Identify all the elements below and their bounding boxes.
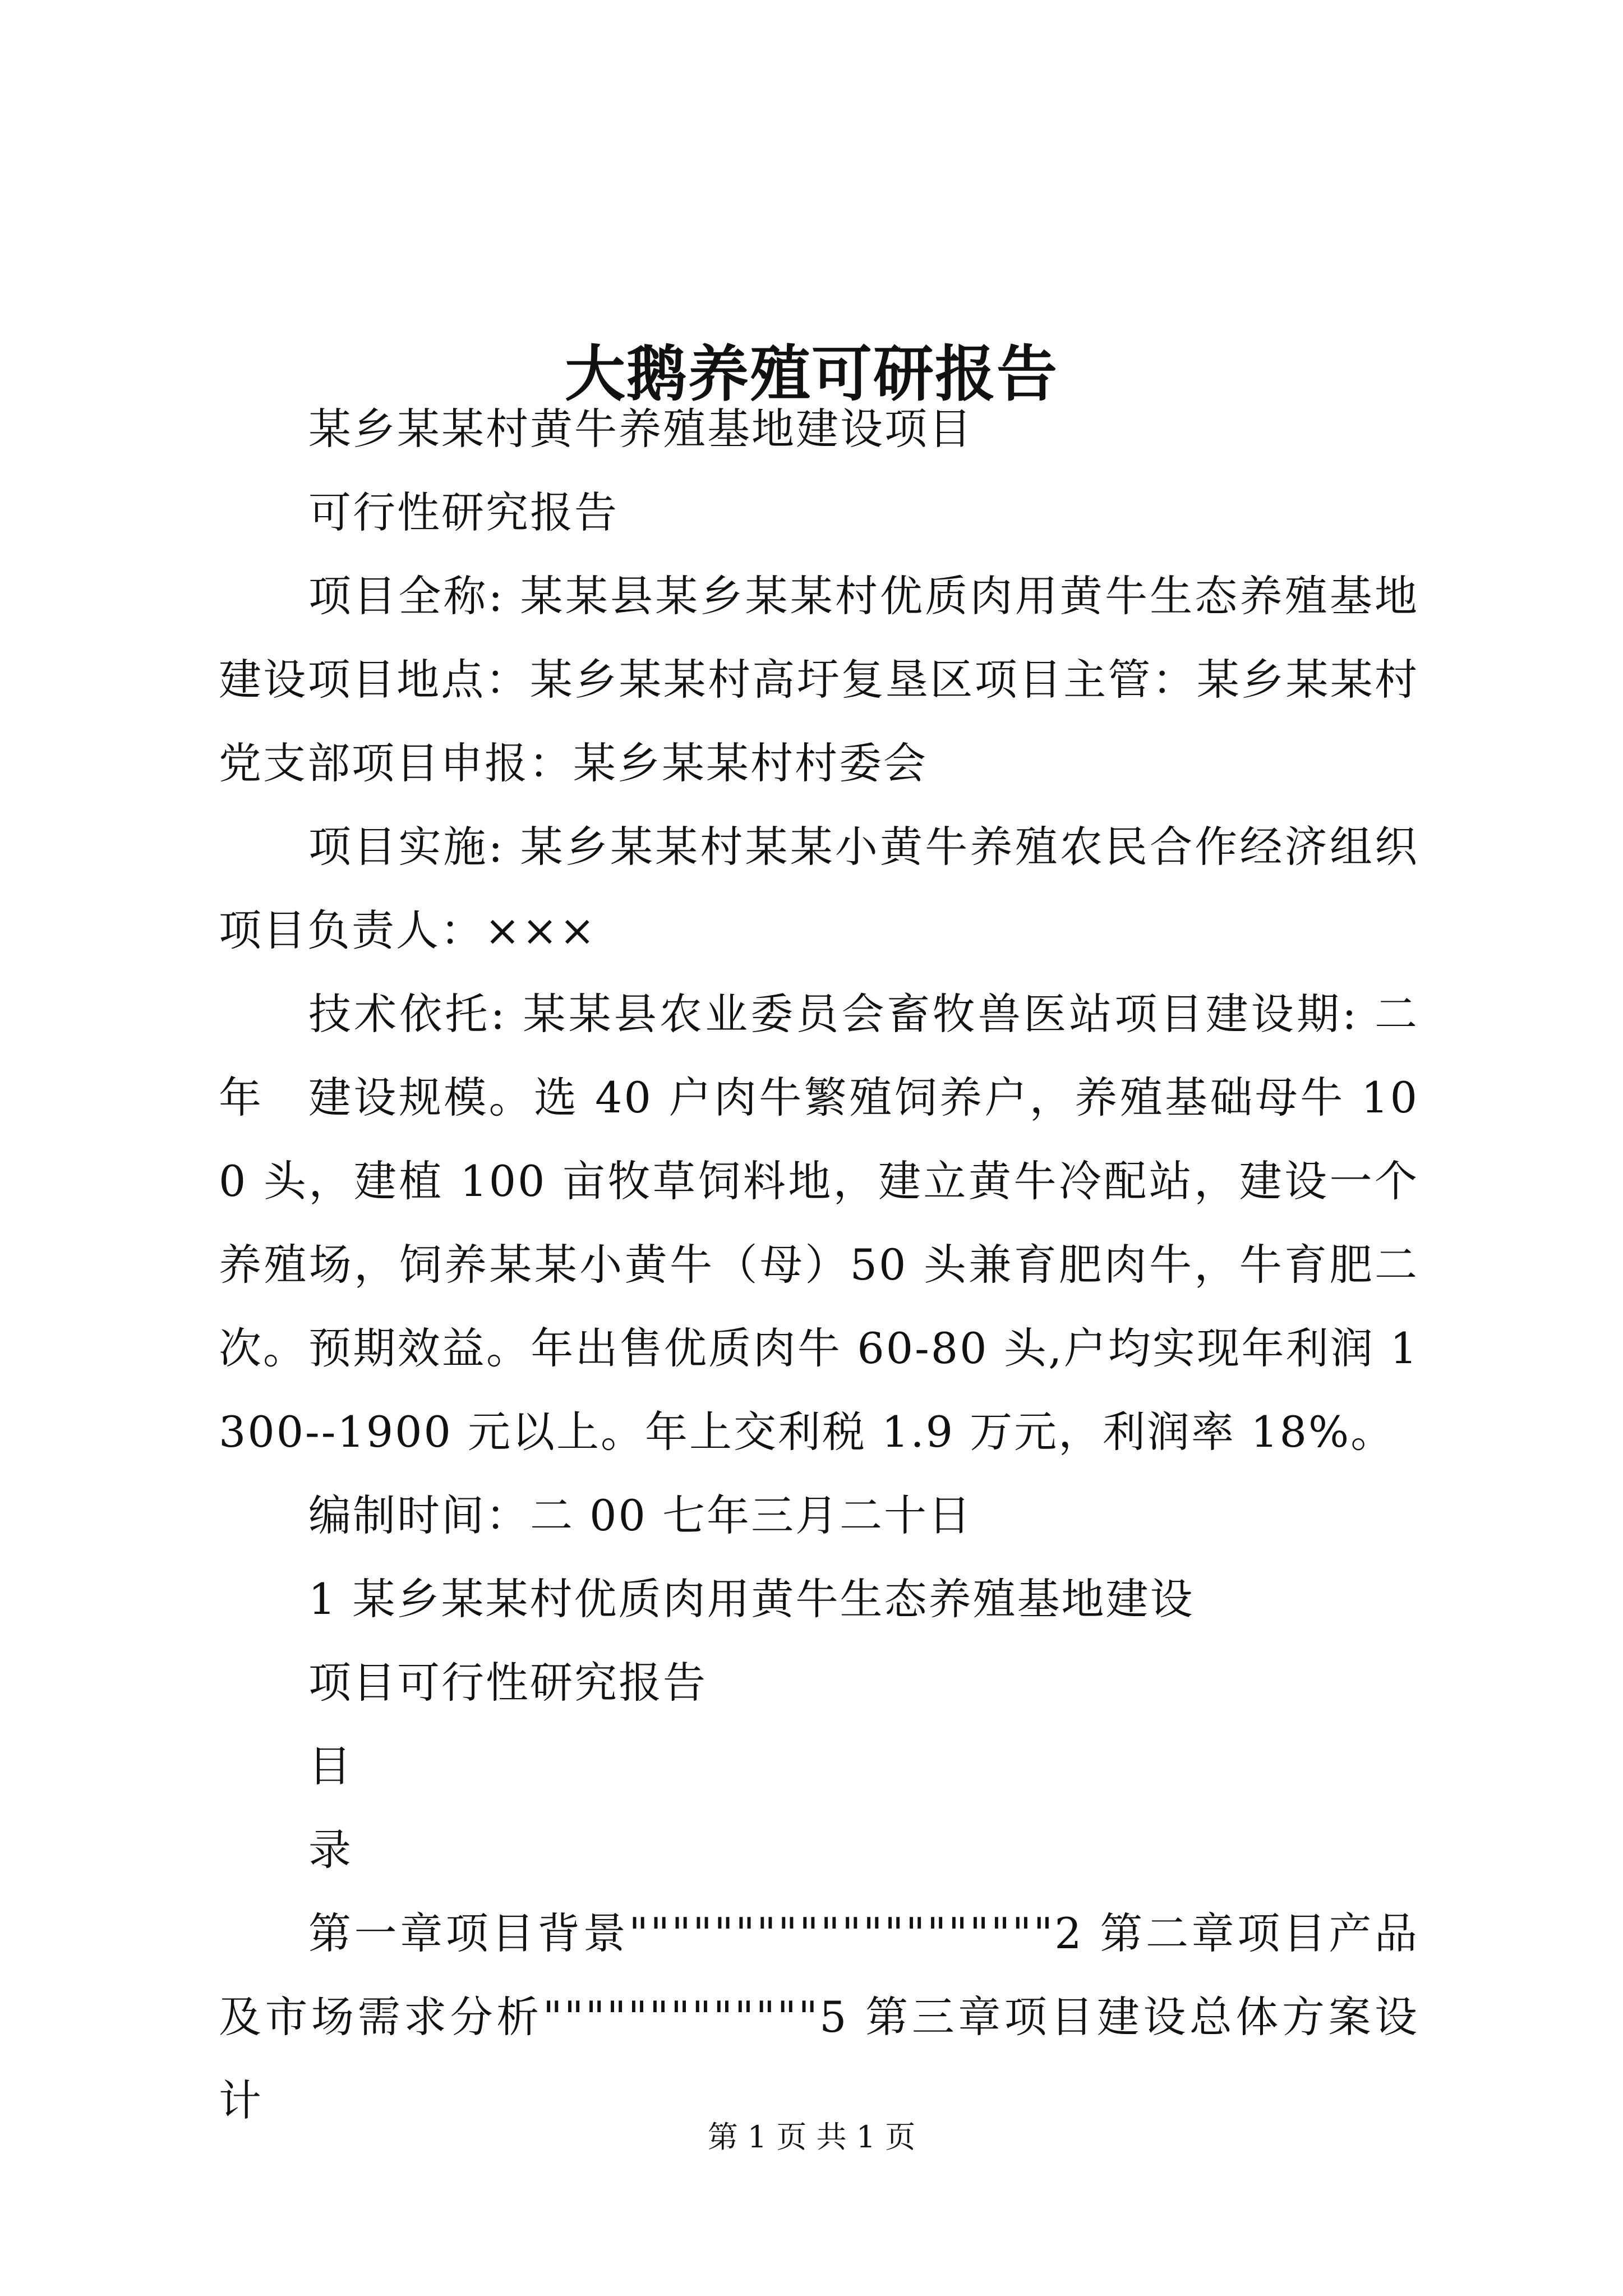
document-title: 大鹅养殖可研报告 [564,339,1058,410]
paragraph-project-fullname: 项目全称: 某某县某乡某某村优质肉用黄牛生态养殖基地建设项目地点：某乡某某村高圩复垦区项目主管：某乡某某村党支部项目申报：某乡某某村村委会 [219,571,1419,788]
paragraph-compile-date: 编制时间：二 00 七年三月二十日 [308,1490,973,1540]
paragraph-expected-benefit: 预期效益。年出售优质肉牛 60-80 头,户均实现年利润 1300--1900 元以上。年上交利税 1.9 万元，利润率 18%。 [219,1323,1419,1457]
paragraph-project-name: 某乡某某村黄牛养殖基地建设项目 [308,404,973,454]
paragraph-construction-scale: 建设规模。选 40 户肉牛繁殖饲养户，养殖基础母牛 100 头，建植 100 亩牧草饲料地，建立黄牛冷配站，建设一个养殖场，饲养某某小黄牛（母）50 头兼育肥肉牛，牛育肥二次。 [219,1073,1419,1373]
paragraph-report-type: 可行性研究报告 [308,487,619,537]
page-footer: 第 1 页 共 1 页 [707,2119,916,2155]
toc-entries: 第一章项目背景""""""""""""""""""""2 第二章项目产品及市场需求分析"""""""""""""5 第三章项目建设总体方案设计 [219,1908,1419,2125]
paragraph-technical-support: 技术依托: 某某县农业委员会畜牧兽医站项目建设期: 二年 [219,989,1419,1122]
paragraph-subtitle-2: 项目可行性研究报告 [308,1658,707,1708]
toc-heading-part-2: 录 [308,1825,353,1875]
paragraph-project-implementation: 项目实施: 某乡某某村某某小黄牛养殖农民合作经济组织项目负责人：××× [219,822,1419,955]
paragraph-subtitle-1: 1 某乡某某村优质肉用黄牛生态养殖基地建设 [308,1574,1195,1624]
toc-heading-part-1: 目 [308,1741,353,1791]
